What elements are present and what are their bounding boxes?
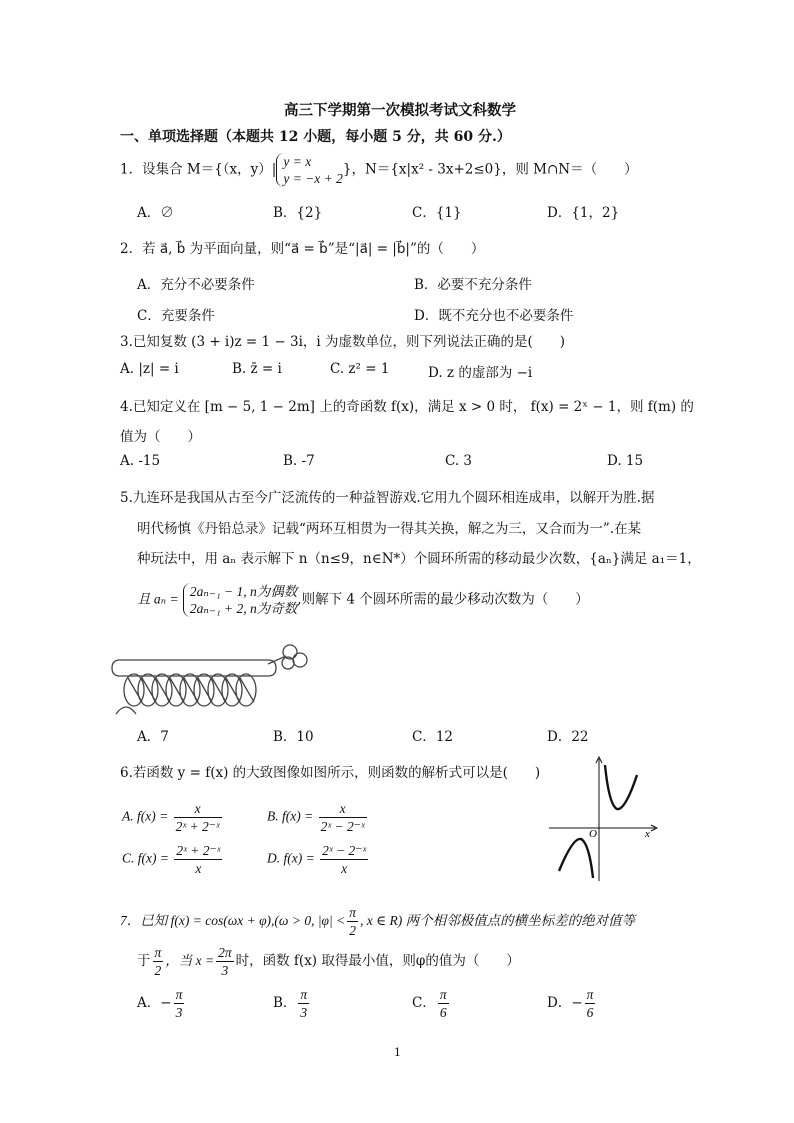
q6-b-num: x <box>319 800 367 818</box>
q7-a-den: 3 <box>175 1005 183 1020</box>
q4-option-c: C. 3 <box>445 453 473 469</box>
q2-option-d: D．既不充分也不必要条件 <box>414 308 574 324</box>
q7-b-num: π <box>300 987 308 1002</box>
q2-option-b: B．必要不充分条件 <box>414 277 532 293</box>
q3-option-d: D. z 的虚部为 −i <box>428 365 533 381</box>
q7-l2-part-a: 于 <box>137 953 151 969</box>
q1-eq2: y = −x + 2 <box>283 171 343 186</box>
q1-option-a: A．∅ <box>137 205 174 221</box>
q7-l2-den-1: 2 <box>154 963 162 978</box>
q6-b-lhs: B. f(x) = <box>267 808 314 824</box>
question-4-line-1: 4.已知定义在 [m − 5, 1 − 2m] 上的奇函数 f(x)，满足 x > 0 时， f(x) = 2ˣ − 1，则 f(m) 的 <box>120 399 694 415</box>
q7-l1-part-a: 7．已知 f(x) = cos(ωx + φ),(ω > 0, |φ| < <box>120 913 346 928</box>
q7-c-label: C． <box>412 995 436 1011</box>
q5-piecewise <box>183 583 297 617</box>
q6-b-den: 2ˣ − 2⁻ˣ <box>320 819 365 834</box>
q5-case-even: 2aₙ₋₁ − 1, n为偶数 <box>189 584 298 599</box>
q4-option-d: D. 15 <box>607 453 644 469</box>
q6-c-fraction <box>174 842 222 877</box>
graph-left-branch <box>559 839 593 878</box>
q7-option-b <box>273 986 311 1021</box>
question-7-line-1 <box>120 904 635 939</box>
q7-l1-part-b: , x ∈ R) 两个相邻极值点的横坐标差的绝对值等 <box>359 913 636 928</box>
q1-system <box>276 153 343 187</box>
q2-option-c: C．充要条件 <box>137 308 215 324</box>
q7-c-num: π <box>439 987 447 1002</box>
q6-option-b <box>267 800 369 835</box>
nine-rings-illustration <box>108 638 308 718</box>
q6-function-graph <box>543 753 663 888</box>
q7-l2-fraction-2 <box>216 944 234 979</box>
q6-d-num: 2ˣ − 2⁻ˣ <box>322 843 367 858</box>
graph-right-branch <box>605 765 637 809</box>
q6-c-num: 2ˣ + 2⁻ˣ <box>176 843 221 858</box>
q1-post: }，N＝{x|x² - 3x+2≤0}，则 M∩N＝（ ） <box>342 161 638 178</box>
q7-option-a <box>137 986 186 1021</box>
q6-d-lhs: D. f(x) = <box>267 850 315 866</box>
q6-option-c <box>122 842 224 877</box>
q1-option-b: B．{2} <box>273 205 323 221</box>
question-3-stem: 3.已知复数 (3 + i)z = 1 − 3i，i 为虚数单位，则下列说法正确的是( ) <box>120 334 566 350</box>
q7-l1-fraction <box>347 904 358 939</box>
page-number: 1 <box>394 1046 401 1059</box>
q7-l2-num-2: 2π <box>218 945 232 960</box>
question-5-line-2: 明代杨慎《丹铅总录》记载“两环互相贯为一得其关换，解之为三，又合而为一”.在某 <box>137 521 642 537</box>
q6-d-den: x <box>341 861 348 876</box>
question-5-line-4 <box>137 583 589 617</box>
q3-option-a: A. |z| = i <box>120 361 179 377</box>
q6-a-lhs: A. f(x) = <box>122 808 169 824</box>
q6-a-den: 2ˣ + 2⁻ˣ <box>175 819 220 834</box>
graph-x-label: x <box>645 828 650 840</box>
q6-b-fraction <box>319 800 367 835</box>
question-1-stem <box>120 153 638 187</box>
q3-option-c: C. z² = 1 <box>330 361 390 377</box>
q7-option-d <box>547 986 597 1021</box>
q7-l2-den-2: 3 <box>221 963 229 978</box>
q6-a-num: x <box>174 800 222 818</box>
page-title: 高三下学期第一次模拟考试文科数学 <box>284 102 516 119</box>
q7-b-label: B． <box>273 995 297 1011</box>
q5-option-d: D．22 <box>547 729 589 745</box>
question-2-stem: 2．若 a⃗, b⃗ 为平面向量，则“a⃗ = b⃗”是“|a⃗| = |b⃗|”的（ ） <box>120 241 485 257</box>
q7-b-den: 3 <box>300 1005 308 1020</box>
section-heading: 一、单项选择题（本题共 12 小题，每小题 5 分，共 60 分.） <box>120 129 511 145</box>
ring-frame-bar <box>112 660 276 676</box>
q7-l2-part-c: 时，函数 f(x) 取得最小值，则φ的值为（ ） <box>235 953 520 969</box>
q5-post: ,则解下 4 个圆环所需的最少移动次数为（ ） <box>297 591 589 608</box>
q7-l1-den: 2 <box>349 923 356 938</box>
question-4-line-2: 值为（ ） <box>120 429 201 445</box>
q7-a-num: π <box>175 987 183 1002</box>
q1-option-c: C．{1} <box>412 205 462 221</box>
q6-d-fraction <box>320 842 368 877</box>
q7-d-num: π <box>586 987 594 1002</box>
q4-option-b: B. -7 <box>283 453 315 469</box>
q7-a-fraction <box>174 986 185 1021</box>
q7-l2-part-b: ，当 x = <box>165 953 215 968</box>
ring-handle-2 <box>293 653 307 667</box>
q5-option-b: B．10 <box>273 729 314 745</box>
q7-b-fraction <box>298 986 309 1021</box>
question-5-line-3: 种玩法中，用 aₙ 表示解下 n（n≤9，n∈N*）个圆环所需的移动最少次数，{aₙ}满足 a₁＝1， <box>137 551 701 567</box>
q2-option-a: A．充分不必要条件 <box>137 277 255 293</box>
q7-d-label: D．− <box>547 995 583 1011</box>
q7-l2-num-1: π <box>154 945 162 960</box>
graph-origin-label: O <box>589 828 597 840</box>
q7-option-c <box>412 986 451 1021</box>
question-5-line-1: 5.九连环是我国从古至今广泛流传的一种益智游戏.它用九个圆环相连成串，以解开为胜.据 <box>120 490 655 506</box>
q7-l2-fraction-1 <box>153 944 164 979</box>
q7-d-fraction <box>585 986 596 1021</box>
q1-eq1: y = x <box>283 154 312 169</box>
q7-a-label: A．− <box>137 995 172 1011</box>
q6-option-a <box>122 800 224 835</box>
q5-option-a: A．7 <box>137 729 169 745</box>
q7-l1-num: π <box>349 905 356 920</box>
q1-pre: 1．设集合 M＝{（x，y）| <box>120 161 277 178</box>
q7-c-fraction <box>438 986 449 1021</box>
q7-d-den: 6 <box>586 1005 594 1020</box>
q3-option-b: B. z̄ = i <box>232 361 282 377</box>
q6-a-fraction <box>174 800 222 835</box>
q5-option-c: C．12 <box>412 729 454 745</box>
q7-c-den: 6 <box>439 1005 447 1020</box>
q6-option-d <box>267 842 370 877</box>
q1-option-d: D．{1，2} <box>547 205 620 221</box>
q6-c-lhs: C. f(x) = <box>122 850 169 866</box>
q6-c-den: x <box>195 861 202 876</box>
question-6-stem: 6.若函数 y = f(x) 的大致图像如图所示，则函数的解析式可以是( ) <box>120 765 541 781</box>
question-7-line-2 <box>137 944 520 979</box>
q4-option-a: A. -15 <box>120 453 161 469</box>
q5-case-odd: 2aₙ₋₁ + 2, n为奇数 <box>189 601 298 616</box>
q5-pre: 且 aₙ = <box>137 591 179 607</box>
